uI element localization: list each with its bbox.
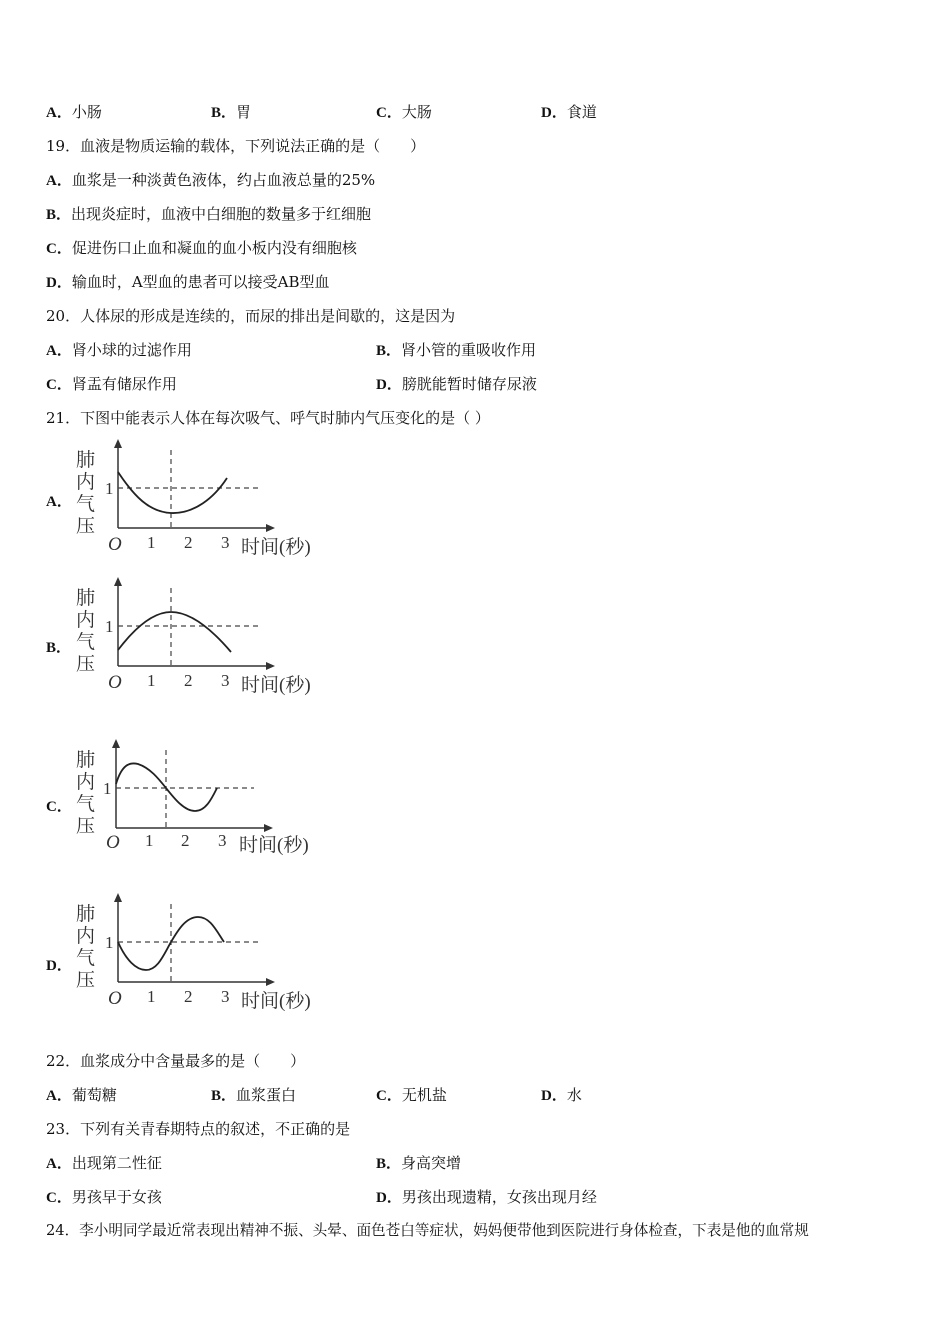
q19-option-c: C．促进伤口止血和凝血的血小板内没有细胞核 <box>46 239 357 257</box>
xtick-label: 3 <box>221 533 230 552</box>
origin-label: O <box>108 988 122 1009</box>
y-axis-arrow <box>112 739 120 748</box>
xtick-label: 1 <box>147 533 156 552</box>
ytick-label: 1 <box>105 617 114 636</box>
q21-option-d-label: D． <box>46 958 72 974</box>
xlabel: 时间(秒) <box>241 991 311 1012</box>
xtick-label: 3 <box>221 987 230 1006</box>
q21-option-c-label: C． <box>46 799 72 815</box>
ylabel-char: 肺 <box>76 750 96 771</box>
origin-label: O <box>106 832 120 853</box>
origin-label: O <box>108 534 122 555</box>
ylabel-char: 内 <box>76 472 96 493</box>
pressure-curve <box>118 472 227 513</box>
xtick-label: 1 <box>147 987 156 1006</box>
q20-option-b: B．肾小管的重吸收作用 <box>376 341 537 359</box>
q19-option-b: B．出现炎症时，血液中白细胞的数量多于红细胞 <box>46 205 372 223</box>
q18-option-c: C．大肠 <box>376 103 432 121</box>
ylabel-char: 气 <box>76 632 96 653</box>
xlabel: 时间(秒) <box>241 675 311 696</box>
ylabel-char: 内 <box>76 610 96 631</box>
q23-option-a: A．出现第二性征 <box>46 1154 162 1172</box>
ytick-label: 1 <box>105 933 114 952</box>
q21-option-a-label: A． <box>46 494 72 510</box>
xtick-label: 2 <box>184 533 193 552</box>
x-axis-arrow <box>266 978 275 986</box>
q22-stem: 22．血浆成分中含量最多的是（ ） <box>46 1052 306 1070</box>
ytick-label: 1 <box>103 779 112 798</box>
xtick-label: 2 <box>184 987 193 1006</box>
q21-graph-b <box>74 574 329 703</box>
y-axis-arrow <box>114 577 122 586</box>
q18-option-a: A．小肠 <box>46 103 102 121</box>
xtick-label: 3 <box>221 671 230 690</box>
xlabel: 时间(秒) <box>241 537 311 558</box>
q20-stem: 20．人体尿的形成是连续的，而尿的排出是间歇的，这是因为 <box>46 307 456 325</box>
q21-graph-a <box>74 436 329 565</box>
ylabel-char: 压 <box>76 654 96 675</box>
q18-option-d: D．食道 <box>541 103 597 121</box>
q23-stem: 23．下列有关青春期特点的叙述，不正确的是 <box>46 1120 351 1138</box>
q19-option-a: A．血浆是一种淡黄色液体，约占血液总量的25% <box>46 171 376 189</box>
origin-label: O <box>108 672 122 693</box>
ylabel-char: 肺 <box>76 588 96 609</box>
q21-graph-d <box>74 890 329 1019</box>
y-axis-arrow <box>114 893 122 902</box>
xtick-label: 1 <box>145 831 154 850</box>
xtick-label: 2 <box>184 671 193 690</box>
ylabel-char: 气 <box>76 948 96 969</box>
q20-option-d: D．膀胱能暂时储存尿液 <box>376 375 537 393</box>
pressure-curve <box>118 612 231 652</box>
q22-option-d: D．水 <box>541 1086 582 1104</box>
ylabel-char: 气 <box>76 794 96 815</box>
q22-option-c: C．无机盐 <box>376 1086 447 1104</box>
q23-option-c: C．男孩早于女孩 <box>46 1188 162 1206</box>
ylabel-char: 内 <box>76 926 96 947</box>
ytick-label: 1 <box>105 479 114 498</box>
q18-option-b: B．胃 <box>211 103 252 121</box>
ylabel-char: 压 <box>76 816 96 837</box>
ylabel-char: 压 <box>76 516 96 537</box>
q19-option-d: D．输血时，A型血的患者可以接受AB型血 <box>46 273 330 291</box>
q22-option-a: A．葡萄糖 <box>46 1086 117 1104</box>
q23-option-d: D．男孩出现遗精，女孩出现月经 <box>376 1188 597 1206</box>
q20-option-c: C．肾盂有储尿作用 <box>46 375 177 393</box>
q19-stem: 19．血液是物质运输的载体，下列说法正确的是（ ） <box>46 137 426 155</box>
q20-option-a: A．肾小球的过滤作用 <box>46 341 192 359</box>
ylabel-char: 内 <box>76 772 96 793</box>
x-axis-arrow <box>266 524 275 532</box>
ylabel-char: 压 <box>76 970 96 991</box>
xtick-label: 3 <box>218 831 227 850</box>
q22-option-b: B．血浆蛋白 <box>211 1086 297 1104</box>
x-axis-arrow <box>264 824 273 832</box>
q21-option-b-label: B． <box>46 640 72 656</box>
q24-stem: 24．李小明同学最近常表现出精神不振、头晕、面色苍白等症状，妈妈便带他到医院进行身体检查，下表是他的血常规 <box>46 1222 809 1239</box>
x-axis-arrow <box>266 662 275 670</box>
q21-graph-c <box>74 736 329 865</box>
xtick-label: 2 <box>181 831 190 850</box>
ylabel-char: 肺 <box>76 904 96 925</box>
xtick-label: 1 <box>147 671 156 690</box>
xlabel: 时间(秒) <box>239 835 309 856</box>
ylabel-char: 肺 <box>76 450 96 471</box>
ylabel-char: 气 <box>76 494 96 515</box>
q23-option-b: B．身高突增 <box>376 1154 462 1172</box>
y-axis-arrow <box>114 439 122 448</box>
q21-stem: 21．下图中能表示人体在每次吸气、呼气时肺内气压变化的是（ ） <box>46 409 490 427</box>
